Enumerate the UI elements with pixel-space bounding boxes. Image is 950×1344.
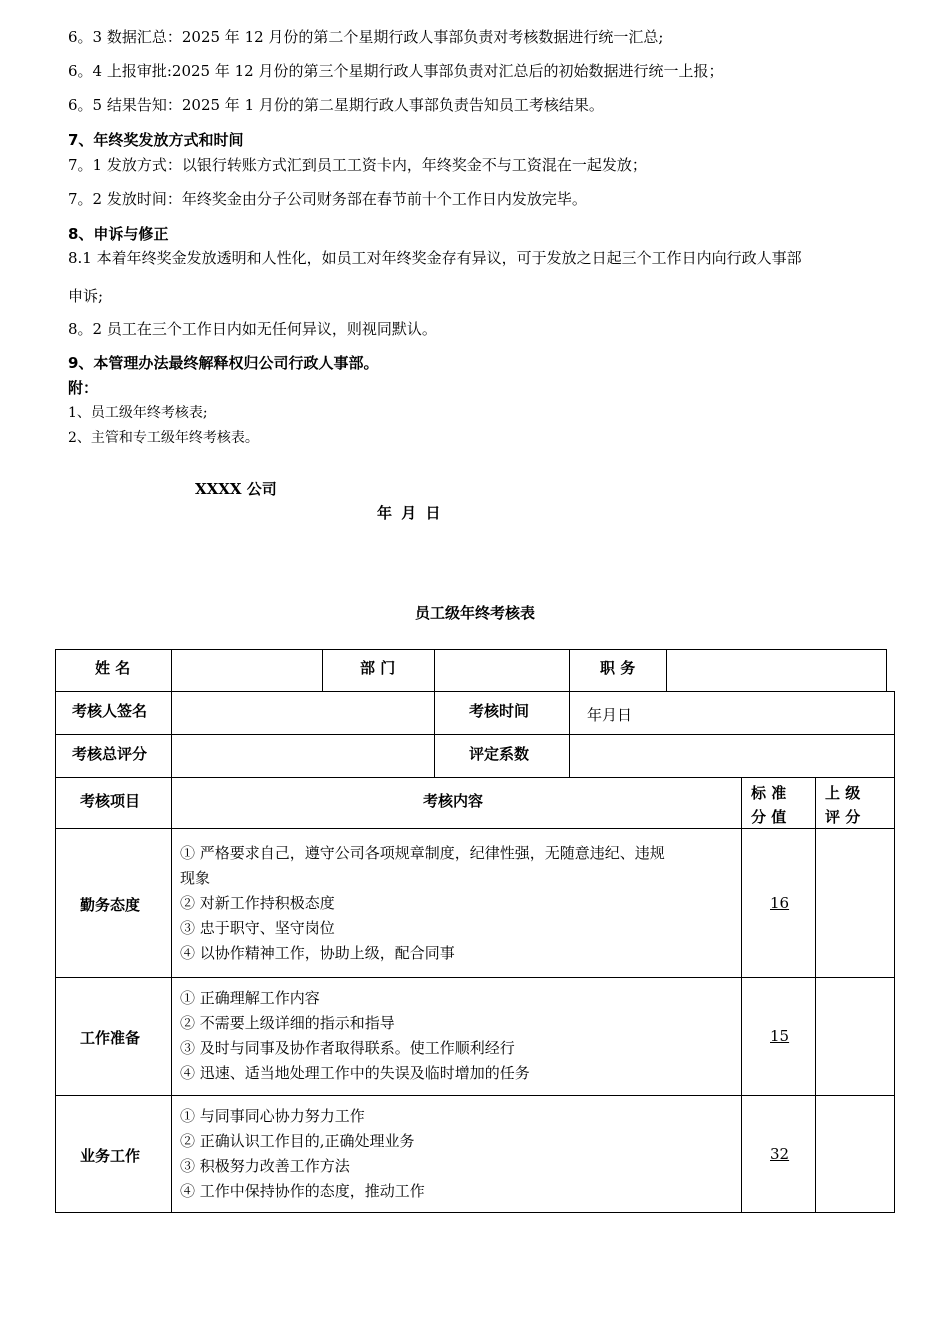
company-signature: XXXX 公司 <box>195 480 277 498</box>
clause-6-4: 6。4 上报审批:2025 年 12 月份的第三个星期行政人事部负责对汇总后的初始数据进行统一上报； <box>68 62 724 80</box>
total-score-label: 考核总评分 <box>72 745 148 763</box>
signature-date: 年 月 日 <box>377 504 443 522</box>
content-line: ① 严格要求自己，遵守公司各项规章制度，纪律性强，无随意违纪、违规 <box>180 844 665 862</box>
content-line: ④ 以协作精神工作，协助上级，配合同事 <box>180 944 455 962</box>
supervisor-score-cell[interactable] <box>815 828 895 978</box>
attachment-item-2: 2、主管和专工级年终考核表。 <box>68 430 259 446</box>
col-std-header-1: 标 准 <box>751 784 787 802</box>
standard-score: 32 <box>770 1145 790 1163</box>
content-line: ③ 忠于职守、坚守岗位 <box>180 919 335 937</box>
section-8-heading: 8、申诉与修正 <box>68 225 169 243</box>
clause-6-5: 6。5 结果告知：2025 年 1 月份的第二星期行政人事部负责告知员工考核结果。 <box>68 96 604 114</box>
clause-6-3: 6。3 数据汇总：2025 年 12 月份的第二个星期行政人事部负责对考核数据进行统一汇总; <box>68 28 664 46</box>
content-line: ② 不需要上级详细的指示和指导 <box>180 1014 395 1032</box>
time-label: 考核时间 <box>469 702 530 720</box>
content-line: ③ 积极努力改善工作方法 <box>180 1157 350 1175</box>
content-lines <box>180 986 530 1086</box>
dept-value-cell[interactable] <box>434 649 570 692</box>
item-label: 业务工作 <box>80 1147 141 1165</box>
standard-score: 16 <box>770 894 790 912</box>
clause-8-2: 8。2 员工在三个工作日内如无任何异议，则视同默认。 <box>68 320 437 338</box>
supervisor-score-cell[interactable] <box>815 1095 895 1213</box>
content-line: 现象 <box>180 869 211 887</box>
content-lines <box>180 841 665 966</box>
clause-8-1-line2: 申诉; <box>68 287 104 305</box>
content-line: ① 正确理解工作内容 <box>180 989 320 1007</box>
content-line: ② 对新工作持积极态度 <box>180 894 335 912</box>
standard-score: 15 <box>770 1027 790 1045</box>
dept-label: 部 门 <box>360 659 396 677</box>
coef-value-cell[interactable] <box>569 734 895 778</box>
attachment-item-1: 1、员工级年终考核表; <box>68 405 208 421</box>
clause-8-1-line1: 8.1 本着年终奖金发放透明和人性化，如员工对年终奖金存有异议，可于发放之日起三个工作日内向行政人事部 <box>68 249 802 267</box>
content-line: ③ 及时与同事及协作者取得联系。使工作顺利经行 <box>180 1039 515 1057</box>
content-line: ④ 工作中保持协作的态度，推动工作 <box>180 1182 425 1200</box>
section-9-heading: 9、本管理办法最终解释权归公司行政人事部。 <box>68 354 379 372</box>
col-content-header: 考核内容 <box>423 792 484 810</box>
clause-7-1: 7。1 发放方式：以银行转账方式汇到员工工资卡内，年终奖金不与工资混在一起发放； <box>68 156 647 174</box>
total-value-cell[interactable] <box>171 734 435 778</box>
col-sup-header-1: 上 级 <box>825 784 861 802</box>
content-lines <box>180 1104 425 1204</box>
supervisor-score-cell[interactable] <box>815 977 895 1096</box>
item-label: 勤务态度 <box>80 896 141 914</box>
attachment-label: 附： <box>68 379 99 397</box>
col-std-header-2: 分 值 <box>751 808 787 826</box>
clause-7-2: 7。2 发放时间：年终奖金由分子公司财务部在春节前十个工作日内发放完毕。 <box>68 190 587 208</box>
content-line: ④ 迅速、适当地处理工作中的失误及临时增加的任务 <box>180 1064 530 1082</box>
position-label: 职 务 <box>600 659 636 677</box>
name-label: 姓 名 <box>95 659 131 677</box>
col-sup-header-2: 评 分 <box>825 808 861 826</box>
name-value-cell[interactable] <box>171 649 323 692</box>
time-value: 年月日 <box>587 706 633 724</box>
reviewer-value-cell[interactable] <box>171 691 435 735</box>
position-value-cell[interactable] <box>666 649 887 692</box>
content-line: ② 正确认识工作目的,正确处理业务 <box>180 1132 415 1150</box>
reviewer-label: 考核人签名 <box>72 702 148 720</box>
col-item-header: 考核项目 <box>80 792 141 810</box>
content-line: ① 与同事同心协力努力工作 <box>180 1107 365 1125</box>
item-label: 工作准备 <box>80 1029 141 1047</box>
form-title: 员工级年终考核表 <box>414 604 535 622</box>
coefficient-label: 评定系数 <box>469 745 530 763</box>
section-7-heading: 7、年终奖发放方式和时间 <box>68 131 244 149</box>
